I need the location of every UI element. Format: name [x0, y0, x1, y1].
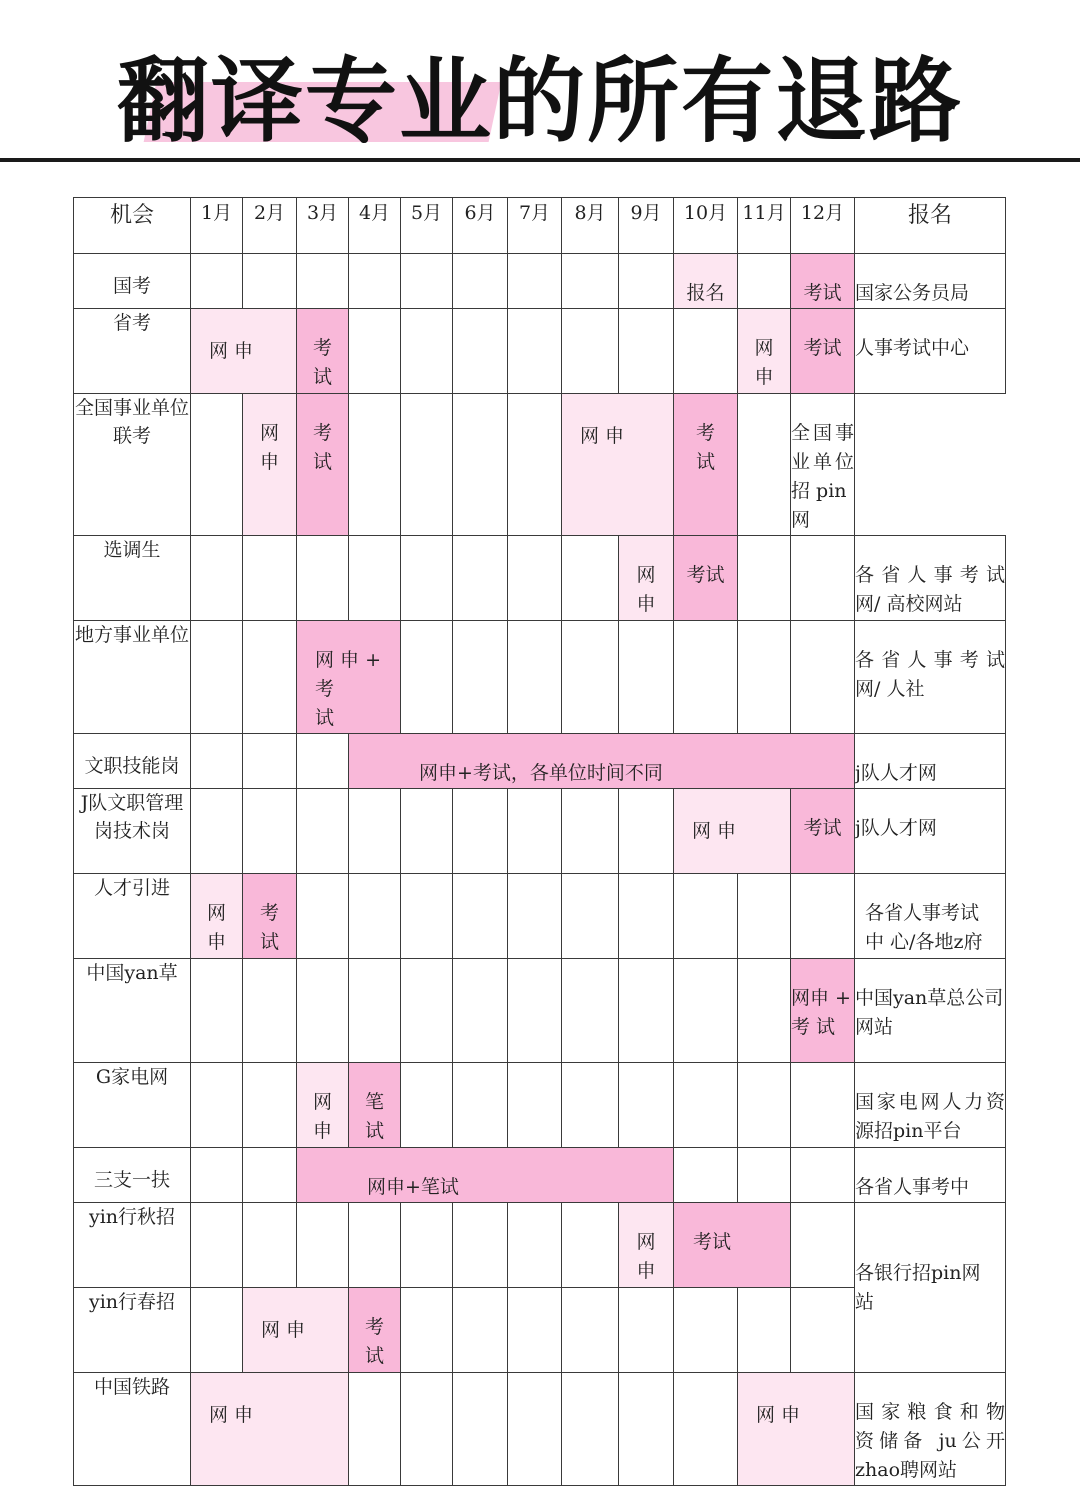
cell-exam: 考试: [674, 1203, 791, 1288]
cell-exam: 考试: [674, 536, 738, 621]
cell-exam: 考试: [674, 394, 738, 536]
row-name: yin行秋招: [74, 1203, 191, 1288]
row-name: 全国事业单位 联考: [74, 394, 191, 536]
cell-online-apply: 网申: [191, 874, 243, 959]
register-site: 人事考试中心: [855, 309, 1006, 394]
table-row: [74, 734, 1006, 789]
row-name: 中国yan草: [74, 959, 191, 1063]
cell-online-apply: 网申: [738, 309, 791, 394]
cell-online-apply: 网 申: [562, 394, 674, 536]
cell-exam: 考试: [297, 309, 349, 394]
cell-register: 报名: [674, 254, 738, 309]
table-row: [74, 621, 1006, 734]
table-row: [74, 1063, 1006, 1148]
cell-online-apply: 网 申: [191, 1373, 349, 1486]
header-register: 报名: [855, 198, 1006, 254]
cell-exam: 考试: [791, 309, 855, 394]
row-name: 省考: [74, 309, 191, 394]
cell-exam: 考试: [791, 254, 855, 309]
register-site: 中国yan草总公司 网站: [855, 959, 1006, 1063]
cell-exam: 笔试: [349, 1063, 401, 1148]
header-row: [74, 198, 1006, 254]
cell-online-apply: 网 申: [243, 1288, 349, 1373]
cell-online-apply: 网 申: [191, 309, 297, 394]
table-row: [74, 394, 1006, 536]
cell-online-apply: 网 申: [738, 1373, 855, 1486]
register-site: 国家电网人力资 源招pin平台: [855, 1063, 1006, 1148]
cell-exam: 考试: [791, 789, 855, 874]
row-name: 人才引进: [74, 874, 191, 959]
register-site: 国家粮食和物 资储备 ju公开 zhao聘网站: [855, 1373, 1006, 1486]
row-name: 三支一扶: [74, 1148, 191, 1203]
cell-apply-exam: 网申+笔试: [297, 1148, 674, 1203]
table-row: [74, 1373, 1006, 1486]
header-month: 11月: [738, 198, 791, 254]
header-month: 6月: [453, 198, 508, 254]
cell-online-apply: 网 申: [674, 789, 791, 874]
cell-online-apply: 网申: [243, 394, 297, 536]
register-site: 全国事业单位 招 pin网: [791, 394, 855, 536]
register-site: j队人才网: [855, 734, 1006, 789]
register-site: j队人才网: [855, 789, 1006, 874]
header-month: 7月: [508, 198, 562, 254]
header-month: 1月: [191, 198, 243, 254]
row-name: G家电网: [74, 1063, 191, 1148]
header-month: 10月: [674, 198, 738, 254]
schedule-table: [73, 197, 1006, 1486]
register-site: 各银行招pin网 站: [855, 1203, 1006, 1373]
cell-online-apply: 网申: [619, 1203, 674, 1288]
page-title: 翻译专业的所有退路: [116, 48, 963, 155]
row-name: 中国铁路: [74, 1373, 191, 1486]
cell-apply-exam: 网申+考试，各单位时间不同: [349, 734, 855, 789]
header-month: 12月: [791, 198, 855, 254]
cell-apply-exam: 网 申 + 考 试: [297, 621, 401, 734]
row-name: yin行春招: [74, 1288, 191, 1373]
header-chance: 机会: [74, 198, 191, 254]
cell-exam: 考试: [297, 394, 349, 536]
header-month: 4月: [349, 198, 401, 254]
register-site: 各省人事考试 网/ 人社: [855, 621, 1006, 734]
cell-apply-exam: 网申 + 考 试: [791, 959, 855, 1063]
header-month: 8月: [562, 198, 619, 254]
table-row: [74, 309, 1006, 394]
row-name: 选调生: [74, 536, 191, 621]
header-month: 5月: [401, 198, 453, 254]
row-name: J队文职管理 岗技术岗: [74, 789, 191, 874]
title-rule: [0, 158, 1080, 162]
table-row: [74, 1203, 1006, 1288]
table-row: [74, 874, 1006, 959]
register-site: 各省人事考试 中 心/各地z府: [855, 874, 1006, 959]
register-site: 各省人事考试 网/ 高校网站: [855, 536, 1006, 621]
row-name: 文职技能岗: [74, 734, 191, 789]
table-row: [74, 789, 1006, 874]
cell-online-apply: 网申: [297, 1063, 349, 1148]
register-site: 国家公务员局: [855, 254, 1006, 309]
table-row: [74, 254, 1006, 309]
row-name: 地方事业单位: [74, 621, 191, 734]
header-month: 3月: [297, 198, 349, 254]
cell-exam: 考试: [349, 1288, 401, 1373]
register-site: 各省人事考中: [855, 1148, 1006, 1203]
cell-exam: 考试: [243, 874, 297, 959]
table-row: [74, 1148, 1006, 1203]
cell-online-apply: 网申: [619, 536, 674, 621]
header-month: 2月: [243, 198, 297, 254]
header-month: 9月: [619, 198, 674, 254]
table-row: [74, 536, 1006, 621]
table-row: [74, 959, 1006, 1063]
row-name: 国考: [74, 254, 191, 309]
